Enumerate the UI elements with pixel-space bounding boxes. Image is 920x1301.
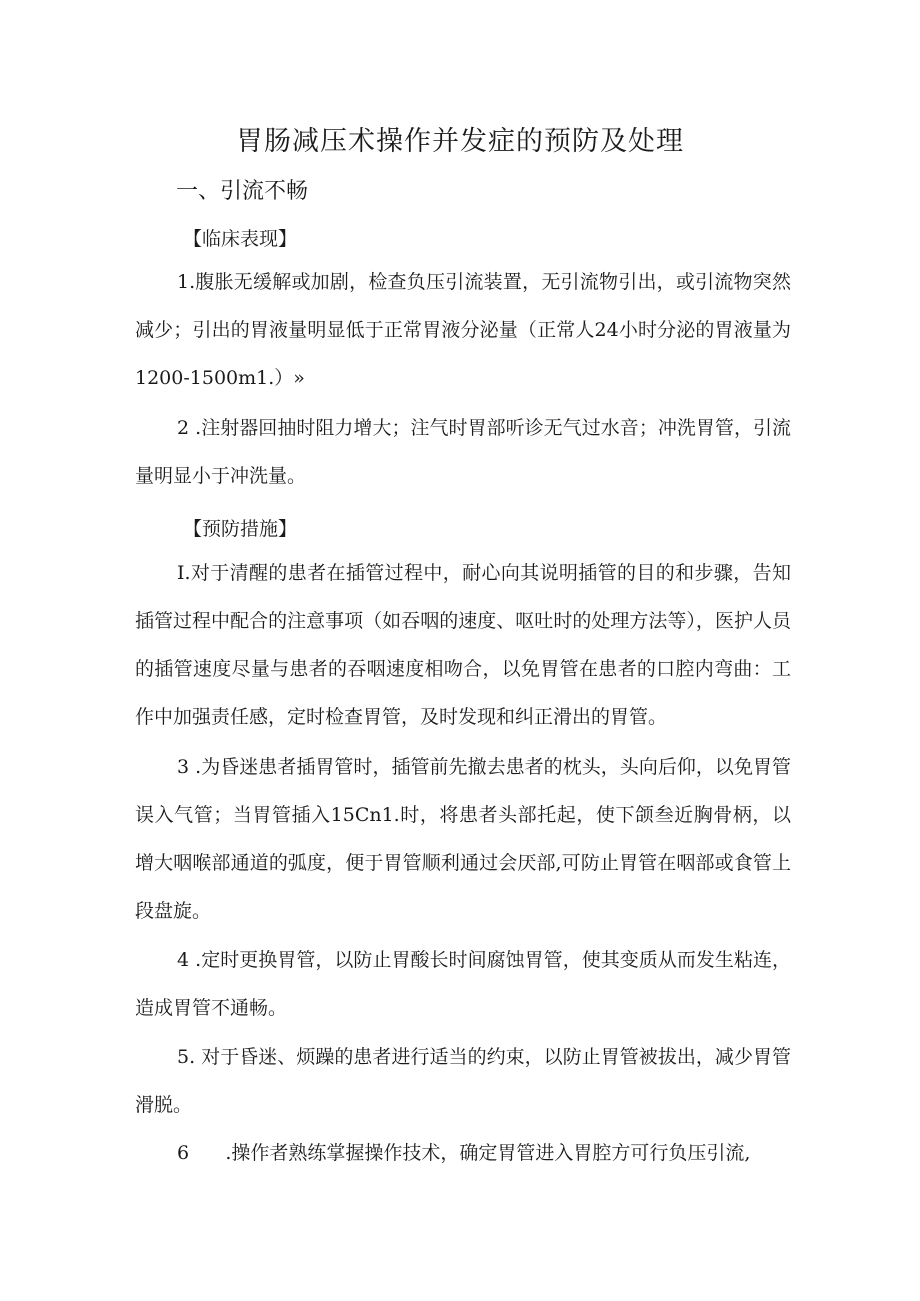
section-heading: 一、引流不畅 (176, 179, 309, 204)
clinical-item-1: 1.腹胀无缓解或加剧，检查负压引流装置，无引流物引出，或引流物突然减少；引出的胃液量明显低于正常胃液分泌量（正常人24小时分泌的胃液量为1200-1500m1.）» (135, 271, 791, 389)
prevention-item-3: 3 .为昏迷患者插胃管时，插管前先撤去患者的枕头，头向后仰，以免胃管误入气管；当胃管插入15Cn1.时，将患者头部托起，使下颌叁近胸骨柄，以增大咽喉部通道的弧度，便于胃管顺利通过会厌部,可防止胃管在咽部或食管上段盘旋。 (135, 756, 791, 922)
prevention-item-6: 6 .操作者熟练掌握操作技术，确定胃管进入胃腔方可行负压引流, (177, 1142, 751, 1164)
prevention-item-1: I.对于清醒的患者在插管过程中，耐心向其说明插管的目的和步骤，告知插管过程中配合的注意事项（如吞咽的速度、呕吐时的处理方法等），医护人员的插管速度尽量与患者的吞咽速度相吻合，以免胃管在患者的口腔内弯曲：工作中加强责任感，定时检查胃管，及时发现和纠正滑出的胃管。 (135, 562, 791, 728)
document-title: 胃肠减压术操作并发症的预防及处理 (236, 126, 684, 157)
prevention-item-5: 5. 对于昏迷、烦躁的患者进行适当的约束，以防止胃管被拔出，减少胃管滑脱。 (135, 1046, 791, 1116)
clinical-item-2: 2 .注射器回抽时阻力增大；注气时胃部听诊无气过水音；冲洗胃管，引流量明显小于冲洗量。 (135, 417, 791, 487)
clinical-heading: 【临床表现】 (183, 228, 298, 250)
prevention-heading: 【预防措施】 (183, 518, 298, 540)
prevention-item-4: 4 .定时更换胃管，以防止胃酸长时间腐蚀胃管，使其变质从而发生粘连，造成胃管不通畅。 (135, 949, 791, 1019)
